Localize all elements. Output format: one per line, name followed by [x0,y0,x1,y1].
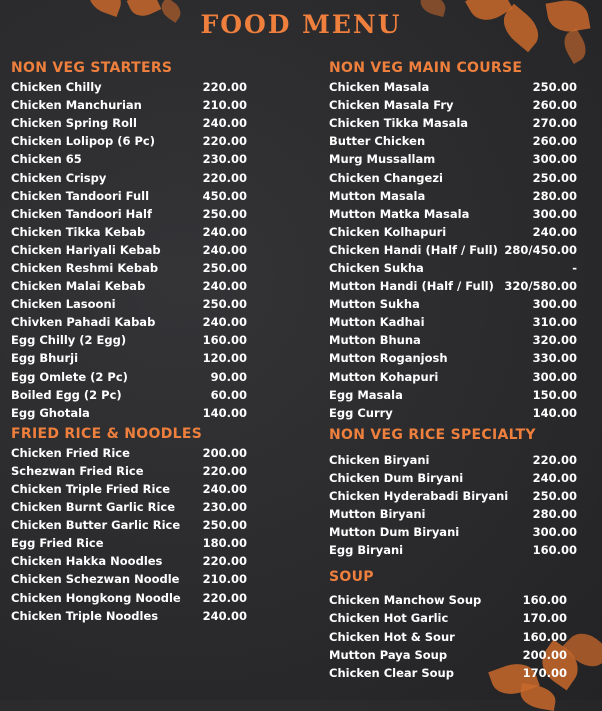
menu-item [11,78,247,96]
section-non-veg-main-course [329,58,577,422]
menu-item-price: 240.00 [202,279,247,294]
menu-item-name: Chicken Biryani [329,452,430,467]
menu-item [11,259,247,277]
menu-item [329,505,577,523]
menu-item-price: 300.00 [532,297,577,312]
menu-item [329,187,577,205]
menu-item-name: Chicken Hariyali Kebab [11,242,161,257]
menu-item [11,277,247,295]
menu-item [11,241,247,259]
menu-item-price: 270.00 [532,116,577,131]
menu-item-price: 220.00 [202,590,247,605]
menu-item-name: Chicken Tikka Kebab [11,224,146,239]
menu-item-name: Chicken Burnt Garlic Rice [11,500,176,515]
menu-item [329,150,577,168]
menu-item [11,516,247,534]
menu-item-name: Chicken Triple Noodles [11,608,159,623]
menu-item-price: 300.00 [532,152,577,167]
menu-item-name: Mutton Handi (Half / Full) [329,279,494,294]
menu-item-price: 260.00 [532,134,577,149]
menu-item-name: Mutton Matka Masala [329,206,470,221]
menu-item-name: Chicken Hot & Sour [329,629,455,644]
menu-item-price: 140.00 [532,405,577,420]
menu-item-price: 280.00 [532,507,577,522]
menu-item-price: 220.00 [202,134,247,149]
menu-item-name: Chicken Manchow Soup [329,593,482,608]
menu-item-name: Chicken Crispy [11,170,107,185]
menu-item-price: 300.00 [532,206,577,221]
menu-item [329,628,577,646]
menu-item-name: Chicken Schezwan Noodle [11,572,180,587]
menu-item [329,96,577,114]
menu-item-price: - [572,260,577,275]
menu-item [11,168,247,186]
menu-item [11,132,247,150]
menu-item-name: Egg Omlete (2 Pc) [11,369,128,384]
menu-item-price: 200.00 [202,445,247,460]
menu-item-name: Chicken Handi (Half / Full) [329,242,498,257]
menu-item-name: Chicken Dum Biryani [329,470,464,485]
menu-item [329,313,577,331]
menu-item-name: Mutton Biryani [329,507,426,522]
menu-item-name: Chicken Lasooni [11,297,116,312]
menu-item-price: 240.00 [202,224,247,239]
menu-item [11,96,247,114]
menu-item [11,386,247,404]
menu-item-price: 150.00 [532,387,577,402]
menu-item-price: 280.00 [532,188,577,203]
menu-item-name: Boiled Egg (2 Pc) [11,387,122,402]
menu-item-price: 180.00 [202,536,247,551]
menu-item [11,150,247,168]
menu-item-name: Egg Bhurji [11,351,79,366]
menu-item-name: Chicken Triple Fried Rice [11,482,171,497]
menu-item-price: 240.00 [202,242,247,257]
menu-item-price: 220.00 [202,554,247,569]
menu-item-name: Chicken Spring Roll [11,116,137,131]
menu-item-name: Chivken Pahadi Kabab [11,315,156,330]
section-fried-rice-noodles [11,424,247,625]
menu-item [329,223,577,241]
menu-item [11,589,247,607]
menu-item [11,498,247,516]
menu-item [329,295,577,313]
menu-item-price: 160.00 [522,593,567,608]
menu-item-price: 230.00 [202,152,247,167]
menu-item-price: 160.00 [522,629,567,644]
menu-item-name: Mutton Sukha [329,297,420,312]
menu-item [11,480,247,498]
left-column [11,58,247,625]
menu-item [11,462,247,480]
menu-item [329,114,577,132]
menu-item-name: Butter Chicken [329,134,426,149]
menu-item [329,168,577,186]
menu-item-price: 330.00 [532,351,577,366]
menu-item-name: Chicken Reshmi Kebab [11,260,159,275]
menu-item [329,277,577,295]
menu-item-name: Mutton Kadhai [329,315,425,330]
menu-item-price: 210.00 [202,572,247,587]
menu-item-name: Schezwan Fried Rice [11,463,144,478]
menu-item-name: Chicken Chilly [11,80,102,95]
menu-item-name: Egg Biryani [329,543,404,558]
section-heading: SOUP [329,569,374,586]
menu-item-price: 220.00 [202,170,247,185]
menu-item [329,404,577,422]
menu-item-price: 60.00 [210,387,247,402]
menu-item [11,295,247,313]
menu-item-price: 160.00 [532,543,577,558]
menu-item-price: 250.00 [202,260,247,275]
menu-item-price: 300.00 [532,525,577,540]
menu-item-price: 170.00 [522,611,567,626]
menu-item [11,368,247,386]
menu-item-price: 240.00 [202,315,247,330]
menu-item-price: 250.00 [202,206,247,221]
menu-item-price: 250.00 [532,489,577,504]
menu-item [329,541,577,559]
right-column [329,58,577,682]
menu-item-price: 200.00 [522,647,567,662]
menu-item-price: 220.00 [202,80,247,95]
menu-item-name: Chicken Tandoori Half [11,206,153,221]
menu-item [11,349,247,367]
menu-item-price: 90.00 [210,369,247,384]
menu-item-price: 240.00 [532,224,577,239]
menu-item-name: Chicken Hot Garlic [329,611,449,626]
menu-item [11,570,247,588]
menu-item-name: Chicken Sukha [329,260,424,275]
menu-item [329,349,577,367]
menu-item-name: Chicken 65 [11,152,82,167]
menu-item-name: Mutton Bhuna [329,333,421,348]
menu-item-name: Chicken Manchurian [11,98,142,113]
menu-item [11,114,247,132]
menu-item [329,469,577,487]
menu-item [329,609,577,627]
menu-item [329,386,577,404]
menu-item-name: Egg Ghotala [11,405,90,420]
menu-item-name: Mutton Kohapuri [329,369,439,384]
menu-item-price: 120.00 [202,351,247,366]
menu-item-price: 300.00 [532,369,577,384]
menu-item-name: Chicken Kolhapuri [329,224,447,239]
menu-item-price: 320.00 [532,333,577,348]
menu-item [11,444,247,462]
section-heading: NON VEG STARTERS [11,60,173,76]
menu-item-name: Chicken Changezi [329,170,443,185]
menu-item-price: 170.00 [522,665,567,680]
menu-item-name: Mutton Dum Biryani [329,525,460,540]
menu-item-price: 250.00 [532,80,577,95]
menu-item [11,313,247,331]
menu-item [329,132,577,150]
menu-item [329,205,577,223]
menu-item-name: Chicken Hakka Noodles [11,554,163,569]
menu-item-name: Mutton Roganjosh [329,351,448,366]
menu-item-price: 220.00 [532,452,577,467]
menu-item-name: Egg Fried Rice [11,536,104,551]
menu-item [329,487,577,505]
menu-item-price: 250.00 [532,170,577,185]
menu-item-price: 220.00 [202,463,247,478]
section-heading: FRIED RICE & NOODLES [11,425,203,442]
menu-item-price: 320/580.00 [504,279,577,294]
menu-item-name: Chicken Tandoori Full [11,188,150,203]
menu-item [329,646,577,664]
menu-item-name: Chicken Lolipop (6 Pc) [11,134,155,149]
menu-item-name: Chicken Butter Garlic Rice [11,518,181,533]
menu-title: FOOD MENU [200,10,402,39]
menu-item-price: 450.00 [202,188,247,203]
menu-item [329,664,577,682]
menu-item-price: 310.00 [532,315,577,330]
menu-item-name: Chicken Tikka Masala [329,116,469,131]
menu-item [11,187,247,205]
section-heading: NON VEG MAIN COURSE [329,60,523,76]
menu-item [11,534,247,552]
menu-item [329,241,577,259]
menu-item-price: 240.00 [202,482,247,497]
menu-item [11,331,247,349]
menu-item [11,552,247,570]
menu-item [329,523,577,541]
menu-item [329,259,577,277]
menu-item-price: 250.00 [202,297,247,312]
menu-item [329,78,577,96]
menu-item-price: 240.00 [532,470,577,485]
menu-item [329,368,577,386]
menu-item [329,451,577,469]
section-non-veg-rice-specialty [329,425,577,560]
menu-item-name: Chicken Masala Fry [329,98,454,113]
menu-item-price: 160.00 [202,333,247,348]
menu-item-name: Mutton Masala [329,188,426,203]
section-non-veg-starters [11,58,247,422]
menu-item [11,404,247,422]
menu-item-name: Murg Mussallam [329,152,436,167]
menu-item [11,205,247,223]
menu-item-name: Chicken Fried Rice [11,445,130,460]
menu-item-name: Mutton Paya Soup [329,647,448,662]
menu-item-name: Chicken Malai Kebab [11,279,146,294]
menu-item [11,607,247,625]
menu-item-name: Chicken Hyderabadi Biryani [329,489,509,504]
menu-item-price: 140.00 [202,405,247,420]
menu-item [329,331,577,349]
menu-item-name: Chicken Hongkong Noodle [11,590,181,605]
menu-item-name: Egg Curry [329,405,393,420]
menu-item-price: 250.00 [202,518,247,533]
menu-item-price: 280/450.00 [504,242,577,257]
menu-item-price: 240.00 [202,116,247,131]
menu-item-price: 230.00 [202,500,247,515]
menu-item-name: Chicken Masala [329,80,430,95]
menu-item-name: Egg Chilly (2 Egg) [11,333,127,348]
menu-item [329,591,577,609]
menu-item-price: 240.00 [202,608,247,623]
menu-item [11,223,247,241]
section-heading: NON VEG RICE SPECIALTY [329,426,536,443]
menu-item-price: 260.00 [532,98,577,113]
section-soup [329,567,577,681]
menu-item-price: 210.00 [202,98,247,113]
menu-item-name: Chicken Clear Soup [329,665,454,680]
menu-item-name: Egg Masala [329,387,403,402]
